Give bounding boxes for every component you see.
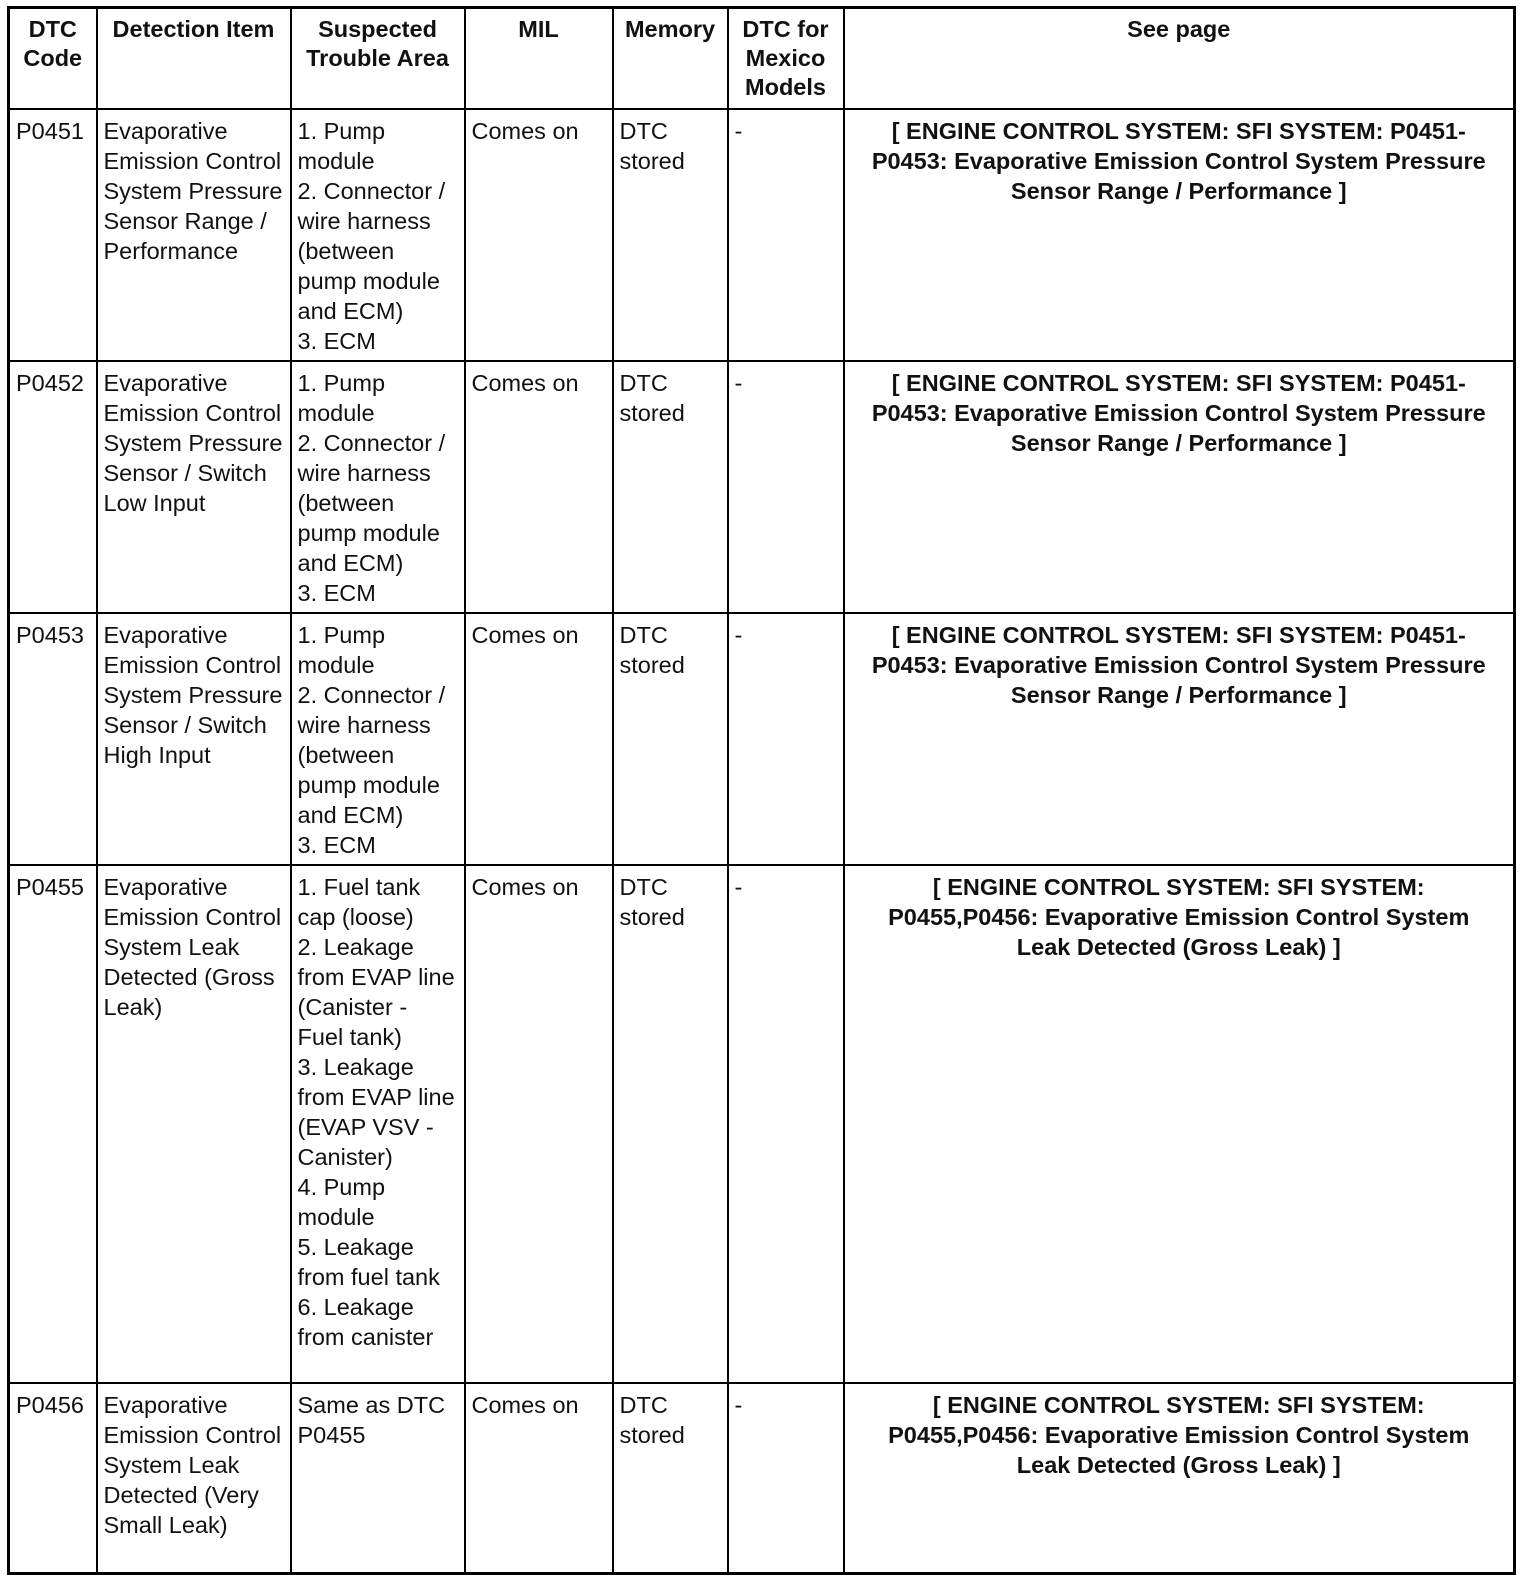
mil-status: Comes on — [465, 865, 613, 1383]
memory-status: DTC stored — [613, 613, 728, 865]
mil-status: Comes on — [465, 613, 613, 865]
trouble-item: 2. Connector / wire harness (between pump module and ECM) — [297, 178, 446, 324]
detection-item: Evaporative Emission Control System Pressure Sensor / Switch Low Input — [97, 361, 291, 613]
trouble-item: 2. Leakage from EVAP line (Canister - Fuel tank) — [297, 934, 455, 1050]
suspected-trouble-area — [291, 1383, 465, 1573]
table-row — [9, 1383, 1515, 1573]
see-page-link[interactable]: [ ENGINE CONTROL SYSTEM: SFI SYSTEM: P0451-P0453: Evaporative Emission Control System Pressure Sensor Range / Performance ] — [844, 361, 1515, 613]
trouble-item: 1. Pump module — [297, 622, 386, 678]
trouble-item: 3. ECM — [297, 580, 376, 606]
detection-item: Evaporative Emission Control System Leak Detected (Very Small Leak) — [97, 1383, 291, 1573]
mil-status: Comes on — [465, 1383, 613, 1573]
detection-item: Evaporative Emission Control System Pressure Sensor / Switch High Input — [97, 613, 291, 865]
memory-status: DTC stored — [613, 361, 728, 613]
table-body — [9, 109, 1515, 1573]
memory-status: DTC stored — [613, 865, 728, 1383]
mexico-dtc: - — [728, 613, 844, 865]
detection-item: Evaporative Emission Control System Pressure Sensor Range / Performance — [97, 109, 291, 361]
header-row — [9, 8, 1515, 110]
see-page-link[interactable]: [ ENGINE CONTROL SYSTEM: SFI SYSTEM: P0455,P0456: Evaporative Emission Control System Leak Detected (Gross Leak) ] — [844, 865, 1515, 1383]
dtc-table — [7, 6, 1516, 1575]
dtc-code: P0455 — [9, 865, 97, 1383]
see-page-link[interactable]: [ ENGINE CONTROL SYSTEM: SFI SYSTEM: P0455,P0456: Evaporative Emission Control System Leak Detected (Gross Leak) ] — [844, 1383, 1515, 1573]
dtc-code: P0453 — [9, 613, 97, 865]
suspected-trouble-area — [291, 109, 465, 361]
trouble-item: 4. Pump module — [297, 1174, 386, 1230]
mil-status: Comes on — [465, 361, 613, 613]
memory-status: DTC stored — [613, 109, 728, 361]
mexico-dtc: - — [728, 865, 844, 1383]
trouble-item: 2. Connector / wire harness (between pump module and ECM) — [297, 682, 446, 828]
see-page-link[interactable]: [ ENGINE CONTROL SYSTEM: SFI SYSTEM: P0451-P0453: Evaporative Emission Control System Pressure Sensor Range / Performance ] — [844, 613, 1515, 865]
trouble-item: 3. ECM — [297, 832, 376, 858]
header-memory: Memory — [613, 8, 728, 110]
memory-status: DTC stored — [613, 1383, 728, 1573]
header-detection-item: Detection Item — [97, 8, 291, 110]
table-row — [9, 865, 1515, 1383]
trouble-item: 3. Leakage from EVAP line (EVAP VSV - Canister) — [297, 1054, 455, 1170]
trouble-item: 6. Leakage from canister — [297, 1294, 434, 1350]
header-mil: MIL — [465, 8, 613, 110]
table-row — [9, 613, 1515, 865]
detection-item: Evaporative Emission Control System Leak Detected (Gross Leak) — [97, 865, 291, 1383]
trouble-item: Same as DTC P0455 — [297, 1392, 446, 1448]
header-suspected-trouble-area: Suspected Trouble Area — [291, 8, 465, 110]
suspected-trouble-area — [291, 865, 465, 1383]
mexico-dtc: - — [728, 109, 844, 361]
header-dtc-for-mexico: DTC for Mexico Models — [728, 8, 844, 110]
suspected-trouble-area — [291, 361, 465, 613]
dtc-code: P0456 — [9, 1383, 97, 1573]
mexico-dtc: - — [728, 1383, 844, 1573]
dtc-code: P0451 — [9, 109, 97, 361]
trouble-item: 5. Leakage from fuel tank — [297, 1234, 440, 1290]
trouble-item: 2. Connector / wire harness (between pump module and ECM) — [297, 430, 446, 576]
header-dtc-code: DTC Code — [9, 8, 97, 110]
mexico-dtc: - — [728, 361, 844, 613]
header-see-page: See page — [844, 8, 1515, 110]
suspected-trouble-area — [291, 613, 465, 865]
trouble-item: 1. Pump module — [297, 118, 386, 174]
mil-status: Comes on — [465, 109, 613, 361]
trouble-item: 3. ECM — [297, 328, 376, 354]
table-row — [9, 109, 1515, 361]
dtc-code: P0452 — [9, 361, 97, 613]
table-row — [9, 361, 1515, 613]
trouble-item: 1. Pump module — [297, 370, 386, 426]
see-page-link[interactable]: [ ENGINE CONTROL SYSTEM: SFI SYSTEM: P0451-P0453: Evaporative Emission Control System Pressure Sensor Range / Performance ] — [844, 109, 1515, 361]
trouble-item: 1. Fuel tank cap (loose) — [297, 874, 421, 930]
